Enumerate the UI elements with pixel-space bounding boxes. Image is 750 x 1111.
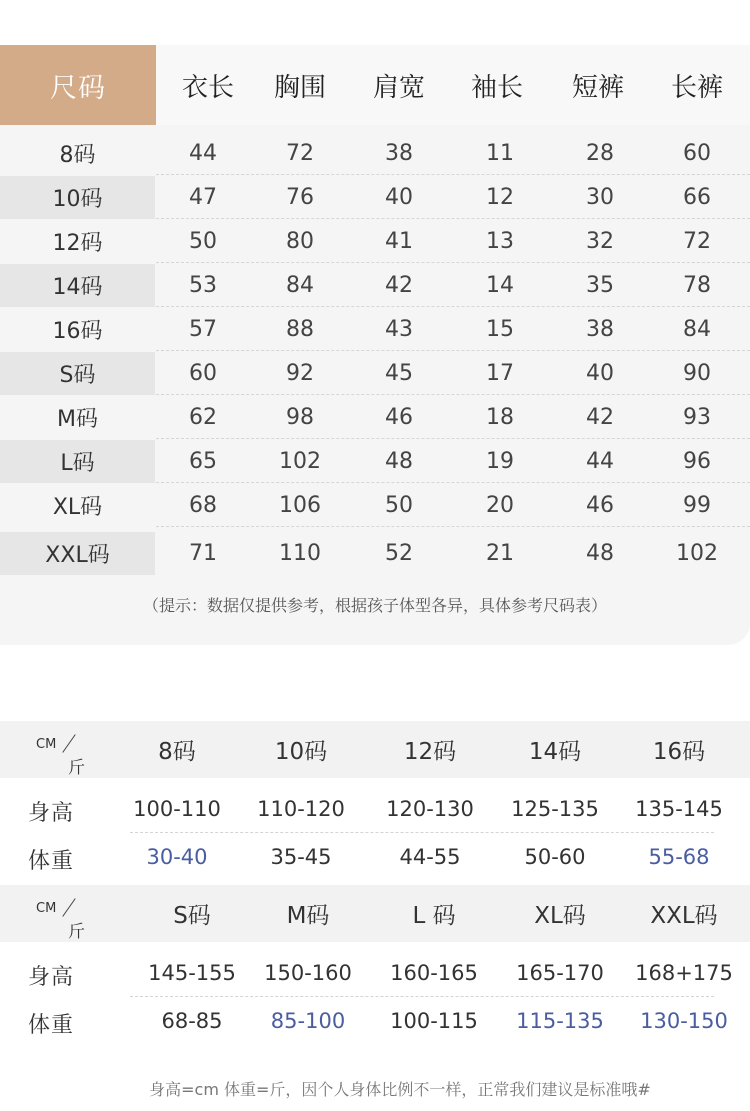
size-band xyxy=(0,885,750,942)
weight-value: 30-40 xyxy=(146,845,208,869)
table-cell: 40 xyxy=(385,185,413,210)
table-cell: 40 xyxy=(586,361,614,386)
size-heading: M码 xyxy=(286,903,330,929)
table-cell: 72 xyxy=(286,141,314,166)
height-value: 100-110 xyxy=(133,797,221,821)
table-cell: 46 xyxy=(586,493,614,518)
height-value: 160-165 xyxy=(390,961,478,985)
header-length: 衣长 xyxy=(181,72,234,103)
row-size: L码 xyxy=(0,440,155,483)
table-cell: 78 xyxy=(683,273,711,298)
table-row xyxy=(0,440,750,483)
table-cell: 43 xyxy=(385,317,413,342)
row-size: 16码 xyxy=(52,319,103,344)
header-shoulder: 肩宽 xyxy=(372,72,425,103)
table-cell: 99 xyxy=(683,493,711,518)
size-chart-header xyxy=(0,45,750,125)
unit-cm: CM xyxy=(36,737,57,752)
size-heading: L 码 xyxy=(412,903,456,929)
table-cell: 47 xyxy=(189,185,217,210)
unit-jin: 斤 xyxy=(68,758,85,778)
table-cell: 52 xyxy=(385,541,413,566)
weight-value: 68-85 xyxy=(161,1009,223,1033)
table-cell: 71 xyxy=(189,541,217,566)
header-sleeve: 袖长 xyxy=(470,72,523,103)
table-cell: 60 xyxy=(683,141,711,166)
table-row xyxy=(0,532,750,575)
row-size: XL码 xyxy=(52,495,103,520)
size-chart-note: （提示：数据仅提供参考，根据孩子体型各异，具体参考尺码表） xyxy=(142,596,607,615)
row-size: 10码 xyxy=(0,176,155,219)
table-row xyxy=(0,176,750,219)
row-divider xyxy=(156,306,750,307)
table-cell: 98 xyxy=(286,405,314,430)
table-cell: 38 xyxy=(586,317,614,342)
table-cell: 50 xyxy=(385,493,413,518)
table-cell: 80 xyxy=(286,229,314,254)
row-divider xyxy=(156,262,750,263)
table-cell: 44 xyxy=(189,141,217,166)
size-chart-card xyxy=(0,45,750,645)
table-cell: 19 xyxy=(486,449,514,474)
size-heading: XL码 xyxy=(534,903,586,929)
table-cell: 30 xyxy=(586,185,614,210)
row-divider xyxy=(156,394,750,395)
row-size: 12码 xyxy=(52,231,103,256)
table-cell: 88 xyxy=(286,317,314,342)
height-value: 120-130 xyxy=(386,797,474,821)
table-cell: 106 xyxy=(279,493,321,518)
weight-value: 50-60 xyxy=(524,845,586,869)
size-heading: 8码 xyxy=(158,739,196,765)
size-heading: XXL码 xyxy=(650,903,718,929)
table-cell: 60 xyxy=(189,361,217,386)
weight-value: 44-55 xyxy=(399,845,461,869)
height-label: 身高 xyxy=(28,801,75,826)
unit-cm: CM xyxy=(36,901,57,916)
table-cell: 102 xyxy=(676,541,718,566)
table-cell: 14 xyxy=(486,273,514,298)
table-row xyxy=(0,308,750,351)
weight-label: 体重 xyxy=(28,1013,75,1038)
weight-value: 35-45 xyxy=(270,845,332,869)
table-cell: 17 xyxy=(486,361,514,386)
row-divider xyxy=(156,438,750,439)
weight-label: 体重 xyxy=(28,849,75,874)
size-heading: 16码 xyxy=(652,739,706,765)
unit-slash xyxy=(62,734,75,753)
table-cell: 48 xyxy=(385,449,413,474)
table-cell: 84 xyxy=(286,273,314,298)
row-divider xyxy=(156,526,750,527)
table-cell: 20 xyxy=(486,493,514,518)
table-cell: 32 xyxy=(586,229,614,254)
table-cell: 44 xyxy=(586,449,614,474)
weight-value: 130-150 xyxy=(640,1009,728,1033)
table-cell: 15 xyxy=(486,317,514,342)
height-value: 165-170 xyxy=(516,961,604,985)
row-divider xyxy=(130,996,714,997)
table-cell: 53 xyxy=(189,273,217,298)
table-cell: 42 xyxy=(586,405,614,430)
height-value: 125-135 xyxy=(511,797,599,821)
table-cell: 28 xyxy=(586,141,614,166)
table-row xyxy=(0,484,750,527)
table-cell: 45 xyxy=(385,361,413,386)
table-cell: 102 xyxy=(279,449,321,474)
row-divider xyxy=(156,350,750,351)
unit-label xyxy=(32,725,96,778)
height-value: 168+175 xyxy=(635,961,733,985)
table-cell: 57 xyxy=(189,317,217,342)
table-row xyxy=(0,132,750,175)
weight-value: 115-135 xyxy=(516,1009,604,1033)
table-cell: 92 xyxy=(286,361,314,386)
table-cell: 93 xyxy=(683,405,711,430)
size-heading: 14码 xyxy=(528,739,582,765)
table-cell: 90 xyxy=(683,361,711,386)
table-cell: 68 xyxy=(189,493,217,518)
table-row xyxy=(0,220,750,263)
table-cell: 46 xyxy=(385,405,413,430)
row-size: S码 xyxy=(0,352,155,395)
table-row xyxy=(0,396,750,439)
table-row xyxy=(0,352,750,395)
row-size: 8码 xyxy=(59,143,96,168)
row-divider xyxy=(130,832,714,833)
height-value: 135-145 xyxy=(635,797,723,821)
row-divider xyxy=(156,174,750,175)
table-row xyxy=(0,264,750,307)
height-label: 身高 xyxy=(28,965,75,990)
size-heading: S码 xyxy=(173,903,211,929)
row-size: XXL码 xyxy=(0,532,155,575)
weight-value: 55-68 xyxy=(648,845,710,869)
header-size: 尺码 xyxy=(0,45,156,125)
table-cell: 50 xyxy=(189,229,217,254)
weight-value: 100-115 xyxy=(390,1009,478,1033)
header-trousers: 长裤 xyxy=(670,72,723,103)
table-cell: 72 xyxy=(683,229,711,254)
height-value: 110-120 xyxy=(257,797,345,821)
table-cell: 84 xyxy=(683,317,711,342)
unit-jin: 斤 xyxy=(68,922,85,942)
row-divider xyxy=(156,482,750,483)
table-cell: 12 xyxy=(486,185,514,210)
footer-note: 身高=cm 体重=斤，因个人身体比例不一样，正常我们建议是标准哦# xyxy=(149,1080,651,1099)
height-value: 150-160 xyxy=(264,961,352,985)
header-shorts: 短裤 xyxy=(571,72,624,103)
table-cell: 66 xyxy=(683,185,711,210)
size-heading: 10码 xyxy=(274,739,328,765)
table-cell: 62 xyxy=(189,405,217,430)
table-cell: 48 xyxy=(586,541,614,566)
table-cell: 41 xyxy=(385,229,413,254)
unit-slash xyxy=(62,898,75,917)
weight-value: 85-100 xyxy=(270,1009,346,1033)
table-cell: 35 xyxy=(586,273,614,298)
table-cell: 110 xyxy=(279,541,321,566)
size-band xyxy=(0,721,750,778)
table-cell: 38 xyxy=(385,141,413,166)
row-size: M码 xyxy=(57,407,98,432)
table-cell: 65 xyxy=(189,449,217,474)
table-cell: 96 xyxy=(683,449,711,474)
table-cell: 13 xyxy=(486,229,514,254)
row-divider xyxy=(156,218,750,219)
table-cell: 76 xyxy=(286,185,314,210)
table-cell: 11 xyxy=(486,141,514,166)
table-cell: 21 xyxy=(486,541,514,566)
header-chest: 胸围 xyxy=(273,72,326,103)
row-size: 14码 xyxy=(0,264,155,307)
height-value: 145-155 xyxy=(148,961,236,985)
size-heading: 12码 xyxy=(403,739,457,765)
table-cell: 42 xyxy=(385,273,413,298)
table-cell: 18 xyxy=(486,405,514,430)
unit-label xyxy=(32,889,96,942)
